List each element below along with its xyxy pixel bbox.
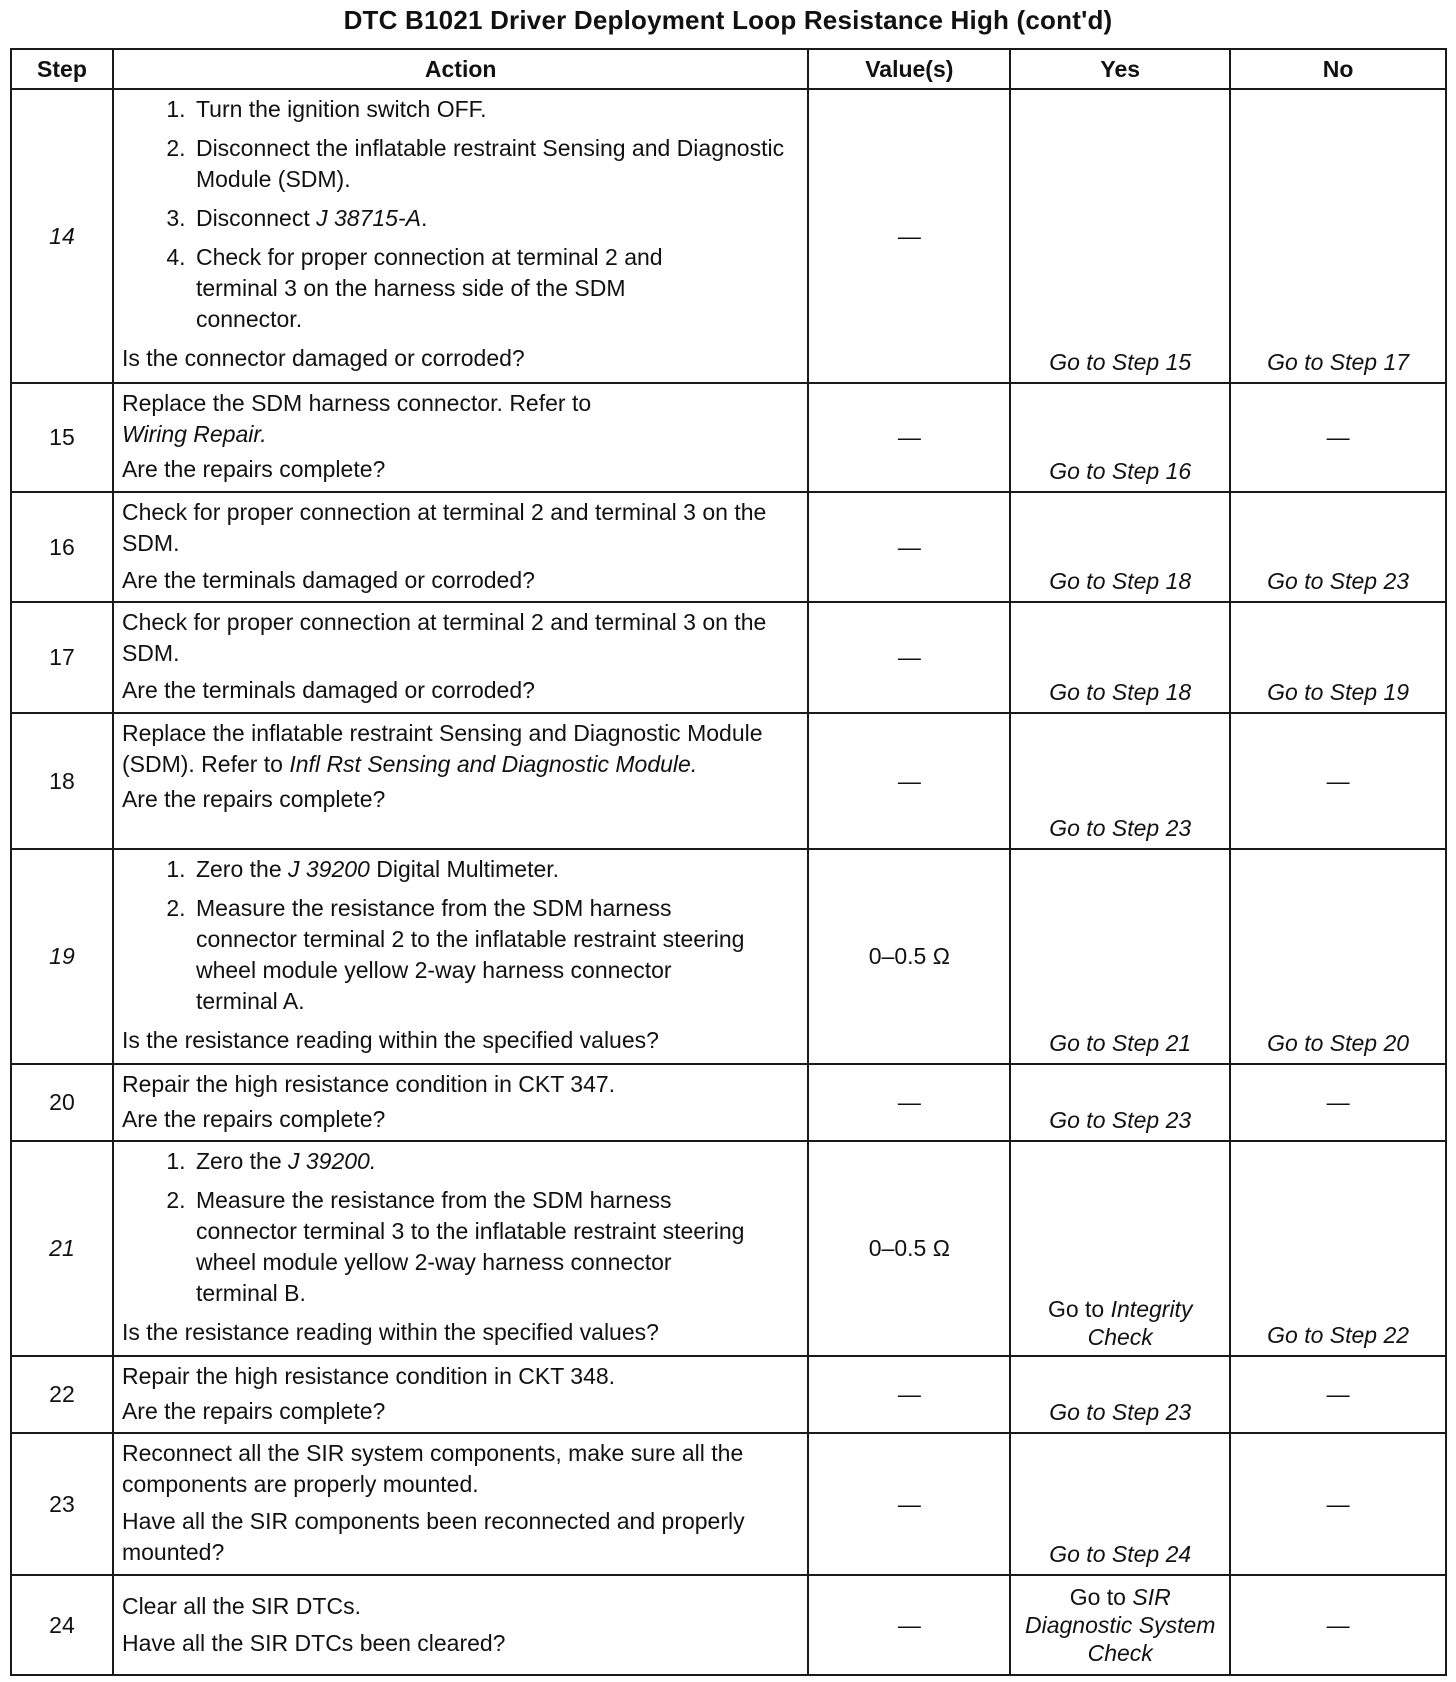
- table-row: [11, 1575, 1446, 1675]
- action-text: Reconnect all the SIR system components, make sure all the components are properly mounted.: [121, 1440, 744, 1498]
- step-number: 19: [11, 849, 113, 1064]
- action-text: Replace the SDM harness connector. Refer to: [121, 390, 592, 417]
- step-number: 20: [11, 1064, 113, 1141]
- table-row: [11, 383, 1446, 492]
- action-item: 2. Measure the resistance from the SDM harness connector terminal 2 to the inflatable restraint steering wheel module yellow 2-way harness connector terminal A.: [192, 893, 799, 1017]
- no-cell: —: [1230, 1356, 1446, 1433]
- tool-reference: J 39200.: [288, 1148, 377, 1175]
- header-no: No: [1230, 49, 1446, 89]
- no-cell: Go to Step 20: [1230, 849, 1446, 1064]
- table-row: [11, 1141, 1446, 1356]
- action-text: Check for proper connection at terminal 2 and terminal 3 on the SDM.: [121, 609, 767, 667]
- value-cell: —: [808, 1356, 1010, 1433]
- header-yes: Yes: [1010, 49, 1230, 89]
- action-cell: [113, 849, 808, 1064]
- action-cell: [113, 383, 808, 492]
- no-cell: —: [1230, 1575, 1446, 1675]
- action-cell: [113, 492, 808, 603]
- no-cell: Go to Step 19: [1230, 602, 1446, 713]
- action-cell: [113, 1141, 808, 1356]
- step-number: 15: [11, 383, 113, 492]
- step-number: 23: [11, 1433, 113, 1575]
- step-number: 22: [11, 1356, 113, 1433]
- step-number: 18: [11, 713, 113, 849]
- action-question: Are the terminals damaged or corroded?: [121, 566, 535, 593]
- action-item: 2. Measure the resistance from the SDM harness connector terminal 3 to the inflatable restraint steering wheel module yellow 2-way harness connector terminal B.: [192, 1185, 799, 1309]
- no-cell: —: [1230, 1433, 1446, 1575]
- value-cell: —: [808, 1064, 1010, 1141]
- action-item: 4. Check for proper connection at terminal 2 and terminal 3 on the harness side of the SDM connector.: [192, 242, 799, 335]
- action-text: Replace the inflatable restraint Sensing and Diagnostic Module (SDM). Refer to Infl Rst Sensing and Diagnostic Module.: [121, 720, 763, 778]
- action-item: 2. Disconnect the inflatable restraint Sensing and Diagnostic Module (SDM).: [192, 133, 799, 195]
- step-number: 17: [11, 602, 113, 713]
- table-row: [11, 849, 1446, 1064]
- yes-cell: Go to SIR Diagnostic System Check: [1010, 1575, 1230, 1675]
- action-item: 1. Zero the J 39200 Digital Multimeter.: [192, 854, 799, 885]
- table-row: [11, 1356, 1446, 1433]
- page-title: DTC B1021 Driver Deployment Loop Resistance High (cont'd): [343, 5, 1113, 35]
- yes-cell: Go to Step 21: [1010, 849, 1230, 1064]
- action-cell: [113, 1433, 808, 1575]
- step-number: 21: [11, 1141, 113, 1356]
- action-reference: Infl Rst Sensing and Diagnostic Module.: [289, 751, 698, 778]
- action-text: Check for proper connection at terminal 2 and terminal 3 on the SDM.: [121, 498, 767, 556]
- tool-reference: J 39200: [288, 855, 370, 882]
- value-cell: —: [808, 89, 1010, 383]
- value-cell: —: [808, 383, 1010, 492]
- action-item: 3. Disconnect J 38715-A.: [192, 203, 799, 234]
- header-values: Value(s): [808, 49, 1010, 89]
- yes-cell: Go to Step 16: [1010, 383, 1230, 492]
- value-cell: —: [808, 713, 1010, 849]
- yes-cell: Go to Step 18: [1010, 602, 1230, 713]
- action-cell: [113, 713, 808, 849]
- no-cell: —: [1230, 1064, 1446, 1141]
- action-question: Are the repairs complete?: [121, 786, 386, 813]
- no-cell: Go to Step 23: [1230, 492, 1446, 603]
- header-action: Action: [113, 49, 808, 89]
- action-cell: [113, 1356, 808, 1433]
- yes-reference: Integrity Check: [1087, 1296, 1193, 1351]
- action-cell: [113, 1575, 808, 1675]
- yes-cell: Go to Step 23: [1010, 1064, 1230, 1141]
- step-number: 14: [11, 89, 113, 383]
- table-row: [11, 89, 1446, 383]
- action-question: Is the resistance reading within the specified values?: [121, 1319, 659, 1346]
- step-number: 16: [11, 492, 113, 603]
- yes-cell: Go to Step 23: [1010, 1356, 1230, 1433]
- table-row: [11, 1064, 1446, 1141]
- value-cell: 0–0.5 Ω: [808, 1141, 1010, 1356]
- yes-reference: SIR Diagnostic System Check: [1024, 1584, 1216, 1667]
- yes-cell: Go to Integrity Check: [1010, 1141, 1230, 1356]
- action-item: 1. Turn the ignition switch OFF.: [192, 94, 799, 125]
- value-cell: 0–0.5 Ω: [808, 849, 1010, 1064]
- action-question: Are the repairs complete?: [121, 1398, 386, 1425]
- header-row: [11, 49, 1446, 89]
- tool-reference: J 38715-A: [316, 205, 421, 231]
- value-cell: —: [808, 602, 1010, 713]
- header-step: Step: [11, 49, 113, 89]
- action-question: Is the resistance reading within the specified values?: [121, 1026, 659, 1053]
- step-number: 24: [11, 1575, 113, 1675]
- yes-cell: Go to Step 18: [1010, 492, 1230, 603]
- action-reference: Wiring Repair.: [121, 421, 267, 448]
- action-text: Repair the high resistance condition in CKT 348.: [121, 1363, 616, 1390]
- action-question: Have all the SIR components been reconnected and properly mounted?: [121, 1508, 745, 1566]
- action-question: Are the repairs complete?: [121, 1106, 386, 1133]
- value-cell: —: [808, 492, 1010, 603]
- action-cell: [113, 89, 808, 383]
- action-question: Are the repairs complete?: [121, 456, 386, 483]
- value-cell: —: [808, 1575, 1010, 1675]
- table-row: [11, 492, 1446, 603]
- action-text: Repair the high resistance condition in CKT 347.: [121, 1071, 616, 1098]
- value-cell: —: [808, 1433, 1010, 1575]
- yes-cell: Go to Step 15: [1010, 89, 1230, 383]
- action-question: Is the connector damaged or corroded?: [121, 345, 525, 371]
- no-cell: —: [1230, 383, 1446, 492]
- action-question: Are the terminals damaged or corroded?: [121, 677, 535, 704]
- action-text: Clear all the SIR DTCs.: [121, 1593, 361, 1620]
- action-item: 1. Zero the J 39200.: [192, 1146, 799, 1177]
- action-cell: [113, 602, 808, 713]
- action-cell: [113, 1064, 808, 1141]
- no-cell: Go to Step 22: [1230, 1141, 1446, 1356]
- yes-cell: Go to Step 24: [1010, 1433, 1230, 1575]
- yes-cell: Go to Step 23: [1010, 713, 1230, 849]
- action-question: Have all the SIR DTCs been cleared?: [121, 1630, 506, 1657]
- table-row: [11, 602, 1446, 713]
- table-row: [11, 713, 1446, 849]
- diagnostic-table: [10, 48, 1447, 1676]
- no-cell: Go to Step 17: [1230, 89, 1446, 383]
- table-row: [11, 1433, 1446, 1575]
- no-cell: —: [1230, 713, 1446, 849]
